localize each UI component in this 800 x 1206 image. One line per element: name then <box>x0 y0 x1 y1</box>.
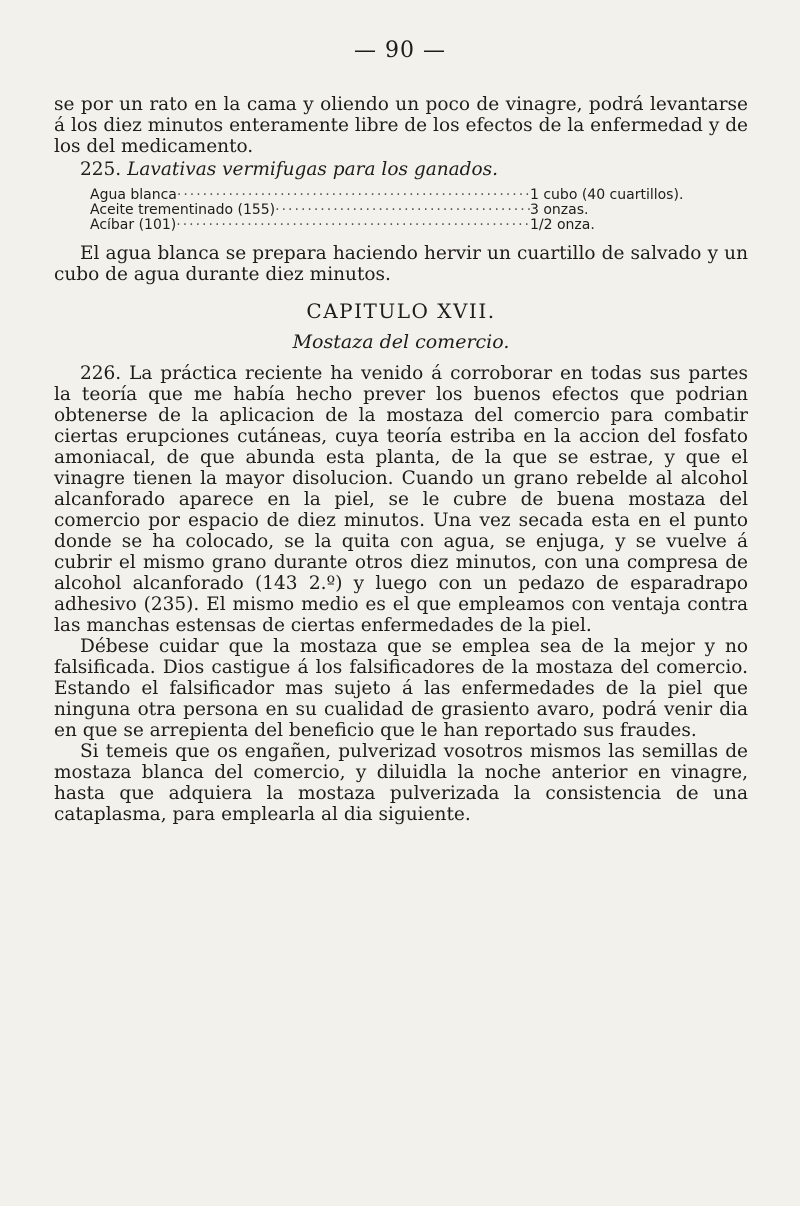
section-225-title: Lavativas vermifugas para los ganados. <box>127 159 499 180</box>
ingredient-quantity: 1 cubo (40 cuartillos). <box>530 188 684 203</box>
leader-dots <box>176 218 530 233</box>
leader-dots <box>177 188 530 203</box>
ingredient-row <box>90 203 710 218</box>
page-body <box>54 94 748 825</box>
section-225-heading <box>54 159 748 180</box>
ingredient-row <box>90 218 710 233</box>
ingredient-list <box>90 188 710 233</box>
ingredient-quantity: 1/2 onza. <box>530 218 595 233</box>
ingredient-quantity: 3 onzas. <box>530 203 589 218</box>
section-226-paragraph-3: Si temeis que os engañen, pulverizad vosotros mismos las semillas de mostaza blanca del comercio, y diluidla la noche anterior en vinagre, hasta que adquiera la mostaza pulverizada la consistencia de una cataplasma, para emplearla al dia siguiente. <box>54 741 748 825</box>
page-number: — 90 — <box>354 38 446 63</box>
section-226-paragraph-2: Débese cuidar que la mostaza que se emplea sea de la mejor y no falsificada. Dios castigue á los falsificadores de la mostaza del comercio. Estando el falsificador mas sujeto á las enfermedades de la piel que ninguna otra persona en su cualidad de grasiento avaro, podrá venir dia en que se arrepienta del beneficio que le han reportado sus fraudes. <box>54 636 748 741</box>
section-225-text: El agua blanca se prepara haciendo hervir un cuartillo de salvado y un cubo de agua durante diez minutos. <box>54 243 748 285</box>
ingredient-name: Agua blanca <box>90 188 177 203</box>
ingredient-name: Aceite trementinado (155) <box>90 203 276 218</box>
leader-dots <box>275 203 530 218</box>
chapter-heading: CAPITULO XVII. <box>306 299 496 323</box>
intro-paragraph: se por un rato en la cama y oliendo un poco de vinagre, podrá levantarse á los diez minutos enteramente libre de los efectos de la enfermedad y de los del medicamento. <box>54 94 748 157</box>
section-226-paragraph: 226. La práctica reciente ha venido á corroborar en todas sus partes la teoría que me había hecho prever los buenos efectos que podrian obtenerse de la aplicacion de la mostaza del comercio para combatir ciertas erupciones cutáneas, cuya teoría estriba en la accion del fosfato amoniacal, de que abunda esta planta, de la que se estrae, y que el vinagre tienen la mayor disolucion. Cuando un grano rebelde al alcohol alcanforado aparece en la piel, se le cubre de buena mostaza del comercio por espacio de diez minutos. Una vez secada esta en el punto donde se ha colocado, se la quita con agua, se enjuga, y se vuelve á cubrir el mismo grano durante otros diez minutos, con una compresa de alcohol alcanforado (143 2.º) y luego con un pedazo de esparadrapo adhesivo (235). El mismo medio es el que empleamos con ventaja contra las manchas estensas de ciertas enfermedades de la piel. <box>54 363 748 636</box>
ingredient-name: Acíbar (101) <box>90 218 177 233</box>
chapter-subtitle: Mostaza del comercio. <box>292 331 510 353</box>
section-225-number: 225. <box>80 159 122 180</box>
ingredient-row <box>90 188 710 203</box>
